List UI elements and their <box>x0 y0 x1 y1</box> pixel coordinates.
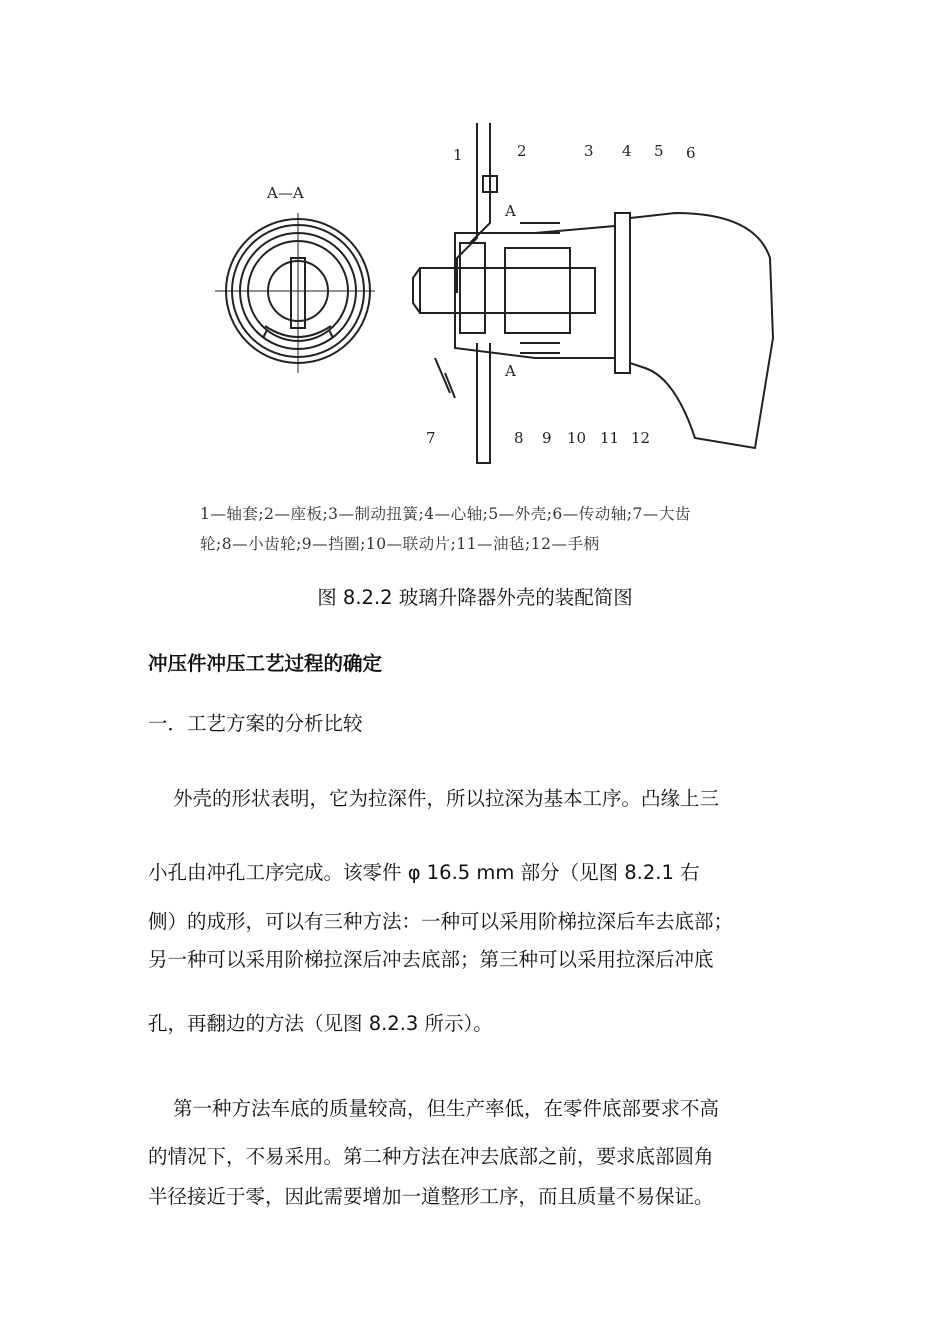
paragraph-line: 半径接近于零，因此需要增加一道整形工序，而且质量不易保证。 <box>148 1185 714 1208</box>
part-number: 9 <box>542 429 552 447</box>
part-number: 6 <box>686 144 696 162</box>
part-number: 11 <box>600 429 620 447</box>
paragraph-line: 孔，再翻边的方法（见图 8.2.3 所示）。 <box>148 1012 493 1035</box>
figure-caption: 图 8.2.2 玻璃升降器外壳的装配简图 <box>317 586 633 609</box>
paragraph-line: 小孔由冲孔工序完成。该零件 φ 16.5 mm 部分（见图 8.2.1 右 <box>148 861 700 884</box>
paragraph-line: 外壳的形状表明，它为拉深件，所以拉深为基本工序。凸缘上三 <box>173 787 720 810</box>
part-number: 12 <box>631 429 651 447</box>
part-number: 10 <box>567 429 587 447</box>
paragraph-line: 第一种方法车底的质量较高，但生产率低，在零件底部要求不高 <box>173 1097 720 1120</box>
arrow-label-top: A <box>505 202 516 220</box>
part-number: 1 <box>453 146 463 164</box>
part-number: 7 <box>426 429 436 447</box>
paragraph-line: 另一种可以采用阶梯拉深后冲去底部；第三种可以采用拉深后冲底 <box>148 948 714 971</box>
part-number: 3 <box>584 142 594 160</box>
part-number: 2 <box>517 142 527 160</box>
figure-legend-line-1: 1—轴套;2—座板;3—制动扭簧;4—心轴;5—外壳;6—传动轴;7—大齿 <box>200 505 691 523</box>
part-number: 4 <box>622 142 632 160</box>
subsection-title: 一．工艺方案的分析比较 <box>148 712 363 735</box>
paragraph-line: 侧）的成形，可以有三种方法：一种可以采用阶梯拉深后车去底部； <box>148 910 734 933</box>
part-number: 5 <box>654 142 664 160</box>
assembly-figure <box>195 118 785 558</box>
part-number: 8 <box>514 429 524 447</box>
arrow-label-bottom: A <box>505 362 516 380</box>
figure-legend-line-2: 轮;8—小齿轮;9—挡圈;10—联动片;11—油毡;12—手柄 <box>200 535 600 553</box>
section-label: A—A <box>267 184 304 202</box>
section-heading: 冲压件冲压工艺过程的确定 <box>148 652 383 675</box>
paragraph-line: 的情况下，不易采用。第二种方法在冲去底部之前，要求底部圆角 <box>148 1145 714 1168</box>
assembly-drawing <box>195 118 785 508</box>
